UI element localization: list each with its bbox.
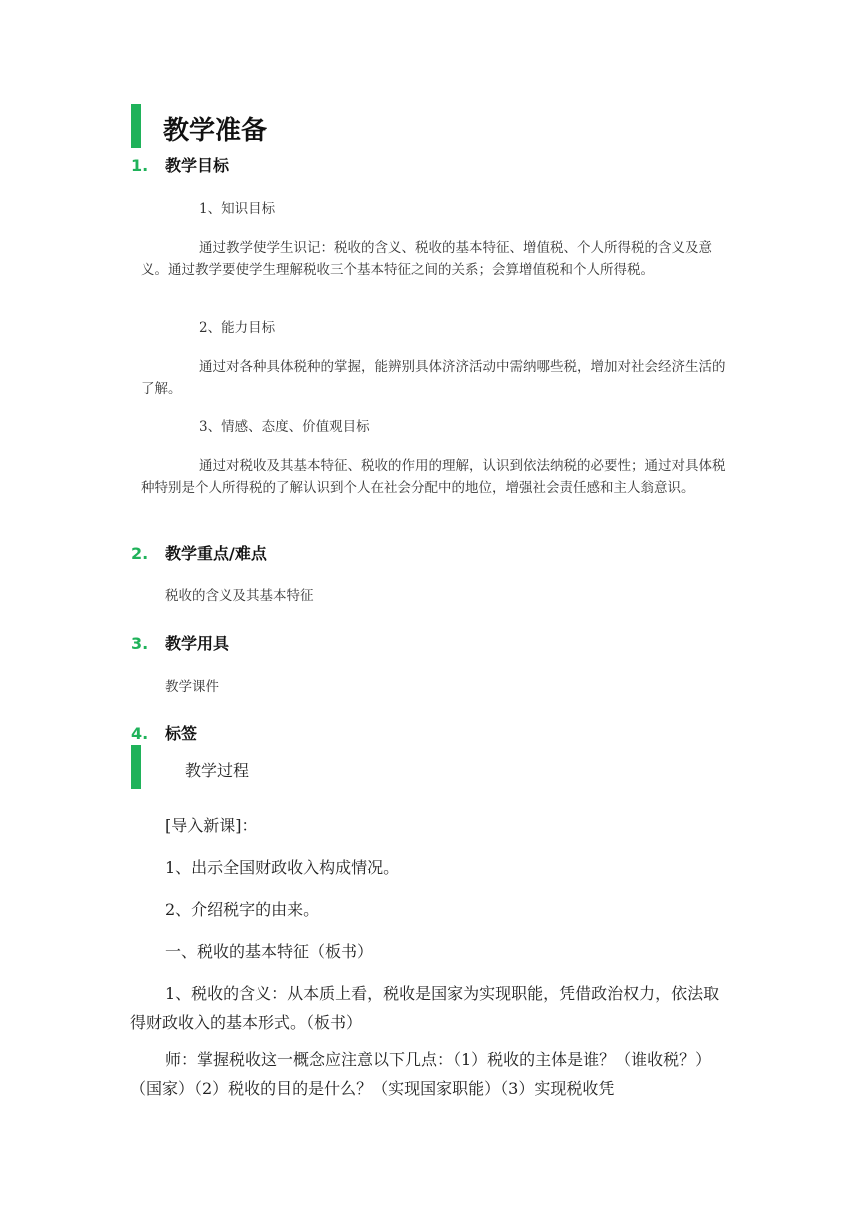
section-title: 教学重点/难点 <box>165 544 267 563</box>
part-1-heading: 一、税收的基本特征（板书） <box>165 942 374 961</box>
section-heading-tools <box>131 631 229 654</box>
page-title: 教学准备 <box>163 116 268 146</box>
process-title: 教学过程 <box>185 761 250 780</box>
intro-text: [导入新课]： <box>165 816 258 835</box>
tools-text: 教学课件 <box>165 679 219 695</box>
tax-meaning-text: 1、税收的含义：从本质上看，税收是国家为实现职能，凭借政治权力，依法取得财政收入的基本形式。（板书） <box>130 984 720 1032</box>
section-number: 2. <box>131 544 149 563</box>
section-title: 教学目标 <box>165 156 230 175</box>
knowledge-goal-title: 1、知识目标 <box>199 201 276 217</box>
key-points-text: 税收的含义及其基本特征 <box>165 588 314 604</box>
emotion-goal-text: 通过对税收及其基本特征、税收的作用的理解，认识到依法纳税的必要性；通过对具体税种特别是个人所得税的了解认识到个人在社会分配中的地位，增强社会责任感和主人翁意识。 <box>141 458 726 496</box>
knowledge-goal-text: 通过教学使学生识记：税收的含义、税收的基本特征、增值税、个人所得税的含义及意义。通过教学要使学生理解税收三个基本特征之间的关系；会算增值税和个人所得税。 <box>141 240 712 278</box>
teacher-text: 师：掌握税收这一概念应注意以下几点：（1）税收的主体是谁？（谁收税？）（国家）（2）税收的目的是什么？（实现国家职能）（3）实现税收凭 <box>130 1050 712 1098</box>
section-heading-keypoints <box>131 541 267 564</box>
ability-goal-text: 通过对各种具体税种的掌握，能辨别具体济济活动中需纳哪些税，增加对社会经济生活的了解。 <box>141 359 726 397</box>
process-accent-bar <box>131 745 141 789</box>
section-number: 4. <box>131 724 149 743</box>
section-heading-objectives <box>131 153 229 176</box>
emotion-goal-title: 3、情感、态度、价值观目标 <box>199 419 370 435</box>
step-2-text: 2、介绍税字的由来。 <box>165 900 320 919</box>
step-1-text: 1、出示全国财政收入构成情况。 <box>165 858 400 877</box>
ability-goal-title: 2、能力目标 <box>199 320 276 336</box>
section-title: 标签 <box>165 724 198 743</box>
section-title: 教学用具 <box>165 634 230 653</box>
section-number: 1. <box>131 156 149 175</box>
heading-accent-bar <box>131 104 141 148</box>
section-number: 3. <box>131 634 149 653</box>
section-heading-tags <box>131 721 197 744</box>
